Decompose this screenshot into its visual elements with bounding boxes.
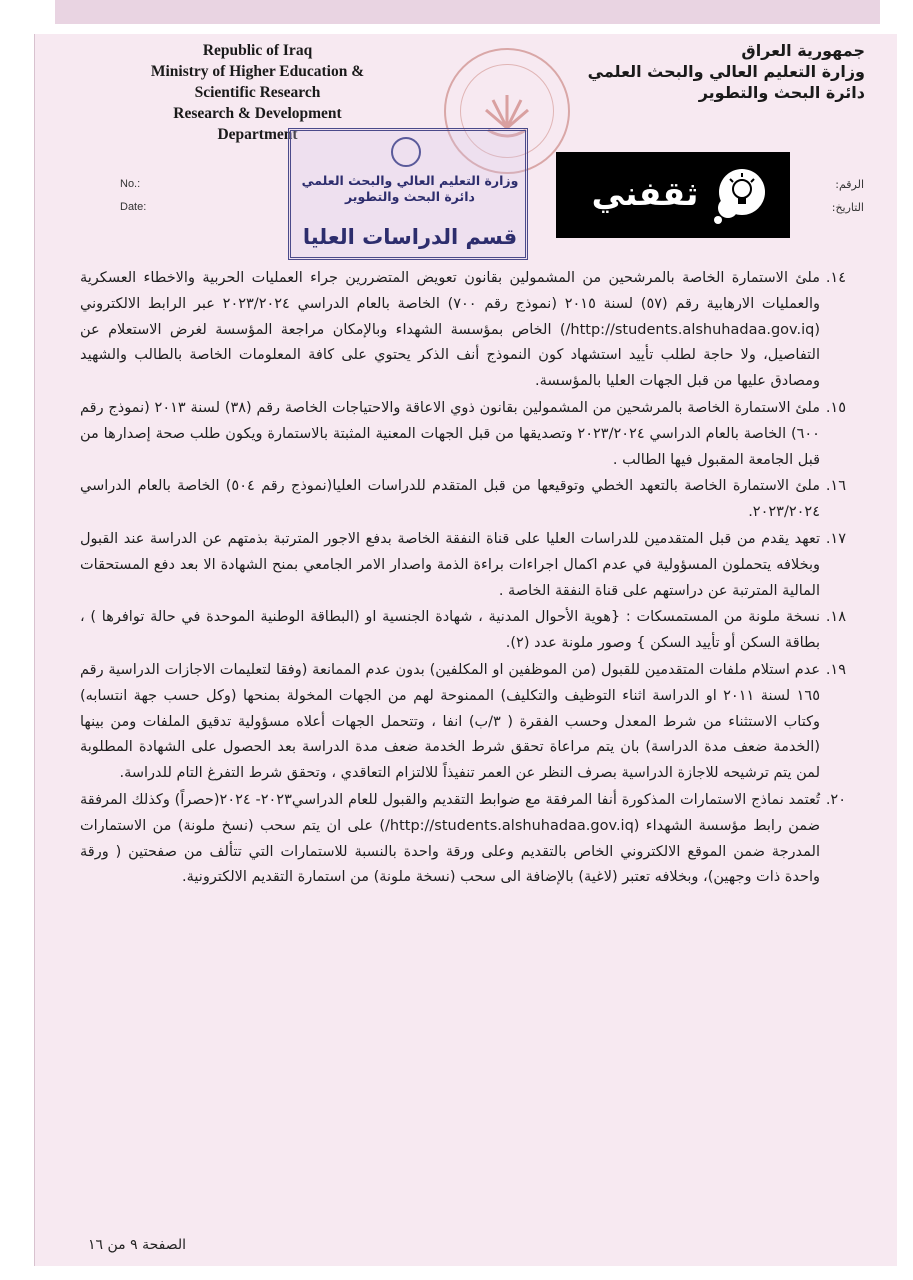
watermark-brand [556,152,790,238]
number-label-en: No.: [120,178,141,190]
page-number: الصفحة ٩ من ١٦ [88,1237,187,1253]
item-text: ملئ الاستمارة الخاصة بالتعهد الخطي وتوقيعها من قبل المتقدم للدراسات العليا(نموذج رقم ٥٠٤) الخاصة بالعام الدراسي ٢٠٢٣/٢٠٢٤. [80,478,820,521]
requirements-list [80,266,846,892]
date-label-ar: التاريخ: [831,201,864,214]
item-text: تُعتمد نماذج الاستمارات المذكورة أنفا المرفقة مع ضوابط التقديم والقبول للعام الدراسي٢٠٢٣- ٢٠٢٤(حصراً) وكذلك المرفقة ضمن رابط مؤسسة الشهداء (http://students.alshuhadaa.gov.iq/) على ان يتم سحب (نسخ ملونة) من الاستمارات المدرجة ضمن الموقع الالكتروني الخاص بالتقديم وعلى ورقة واحدة بالنسبة للاستمارات التي تتألف من صفحتين ( ورقة واحدة ذات وجهين)، وبخلافه تعتبر (لاغية) بالإضافة الى سحب (نسخة ملونة) من استمارة التقديم الالكترونية. [80,791,821,886]
list-item [80,658,846,787]
header-ar-line: دائرة البحث والتطوير [698,83,865,102]
item-number: ١٧. [825,530,846,547]
list-item [80,527,846,604]
list-item [80,266,846,395]
list-item [80,605,846,657]
item-text: نسخة ملونة من المستمسكات : {هوية الأحوال المدنية ، شهادة الجنسية او (البطاقة الوطنية الموحدة في حالة توافرها ) ، بطاقة السكن أو تأييد السكن } وصور ملونة عدد (٢). [80,609,820,652]
brand-name: ثقفني [591,174,699,213]
lightbulb-cloud-icon [706,160,778,232]
item-number: ١٨. [825,609,846,626]
item-number: ١٩. [825,661,846,678]
stamp-emblem-icon [391,137,421,167]
top-page-edge [55,0,880,24]
item-number: ١٦. [825,478,846,495]
header-en-line: Republic of Iraq [202,42,313,59]
department-stamp [288,128,528,260]
item-text: تعهد يقدم من قبل المتقدمين للدراسات العليا على قناة النفقة الخاصة بدفع الاجور المترتبة بذمتهم عن الدراسة عند القبول وبخلافه يتحملون المسؤولية في عدم اكمال اجراءات براءة الذمة واصدار الامر الجامعي بمنح الشهادة الا بعد دفع المستحقات المالية المترتبة عن دراستهم على قناة النفقة الخاصة . [80,530,820,599]
stamp-line: وزارة التعليم العالي والبحث العلمي [301,173,519,188]
header-en-line: Research & Development [173,105,342,122]
stamp-text [299,173,521,205]
item-text: عدم استلام ملفات المتقدمين للقبول (من الموظفين او المكلفين) بدون عدم الممانعة (وفقا لتعليمات الاجازات الدراسية رقم ١٦٥ لسنة ٢٠١١ او الدراسة اثناء التوظيف والتكليف) الممنوحة لهم من الجهات المخولة بمنحها (وكل حسب جهة انتسابه) وكتاب الاستثناء من شرط المعدل وحسب الفقرة ( ٣/ب) انفا ، وتتحمل الجهات أعلاه مسؤولية تدقيق الملفات ومن بينها (الخدمة ضعف مدة الدراسة) بان يتم مراعاة تحقق شرط الخدمة ضعف مدة الدراسة بعد الحصول على الشهادة المطلوبة لمن يتم ترشيحه للاجازة الدراسية بصرف النظر عن العمر تنفيذاً للالتزام التعاقدي ، وتحقق شرط التفرغ التام للدراسة. [80,661,820,782]
header-ar-line: جمهورية العراق [741,41,865,60]
list-item [80,788,846,891]
header-arabic [585,40,865,103]
item-number: ٢٠. [825,791,846,808]
stamp-title: قسم الدراسات العليا [302,225,518,249]
item-number: ١٤. [825,270,846,286]
header-en-line: Department [217,126,298,143]
list-item [80,474,846,526]
number-label-ar: الرقم: [835,178,864,191]
header-en-line: Scientific Research [194,84,321,101]
date-label-en: Date: [120,201,147,213]
list-item [80,396,846,473]
stamp-line: دائرة البحث والتطوير [345,189,475,204]
item-text: ملئ الاستمارة الخاصة بالمرشحين من المشمولين بقانون ذوي الاعاقة والاحتياجات الخاصة رقم (٣٨) لسنة ٢٠١٣ (نموذج رقم ٦٠٠) الخاصة بالعام الدراسي ٢٠٢٣/٢٠٢٤ وتصديقها من قبل الجهات المعنية المثبتة بالاستمارة ويكون طلب صحة إصدارها من قبل الجامعة المقبول فيها الطالب . [80,399,820,468]
item-text: ملئ الاستمارة الخاصة بالمرشحين من المشمولين بقانون تعويض المتضررين جراء العمليات الحربية والاخطاء العسكرية والعمليات الارهابية رقم (٥٧) لسنة ٢٠١٥ (نموذج رقم ٧٠٠) الخاصة بالعام الدراسي ٢٠٢٣/٢٠٢٤ عبر الرابط الالكتروني (http://students.alshuhadaa.gov.iq/) الخاص بمؤسسة الشهداء وبالإمكان مراجعة المؤسسة لغرض الاستعلام عن التفاصيل، ولا حاجة لطلب تأييد استشهاد كون النموذج أنف الذكر يحتوي على كافة المعلومات الخاصة بالطالب والشهيد ومصادق عليها من قبل الجهات العليا بالمؤسسة. [80,270,820,390]
item-number: ١٥. [825,399,846,416]
header-en-line: Ministry of Higher Education & [150,63,365,80]
header-ar-line: وزارة التعليم العالي والبحث العلمي [587,62,865,81]
